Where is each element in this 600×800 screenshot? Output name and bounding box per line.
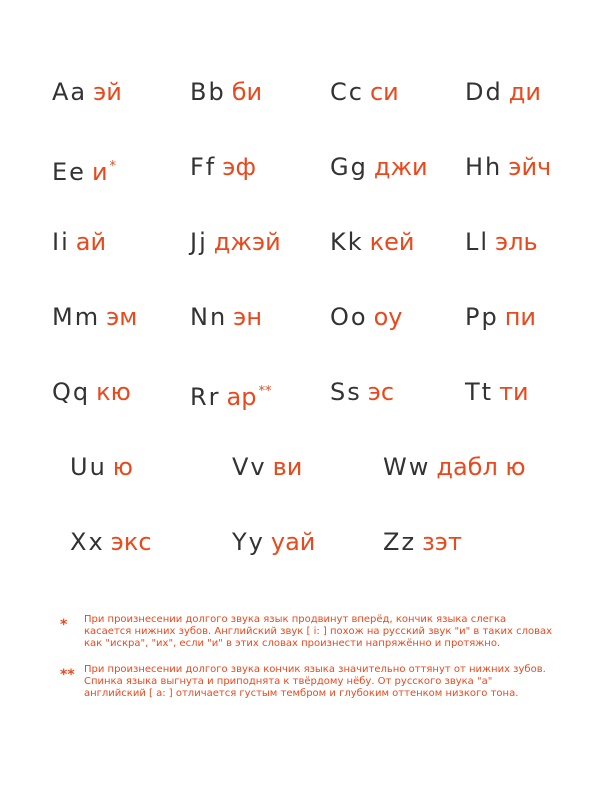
russian-pronunciation: ди	[508, 78, 541, 106]
russian-pronunciation: ти	[499, 378, 529, 406]
footnote-line: При произнесении долгого звука кончик языка значительно оттянут от нижних зубов.	[84, 664, 546, 675]
letter-cell	[190, 222, 281, 262]
letter-cell	[190, 72, 262, 112]
latin-letter: Oo	[330, 303, 368, 331]
latin-letter: Pp	[465, 303, 499, 331]
russian-pronunciation: дабл ю	[436, 453, 526, 481]
footnote-marker: *	[109, 159, 117, 174]
letter-cell	[232, 447, 302, 487]
alphabet-row	[0, 72, 600, 112]
latin-letter: Nn	[190, 303, 228, 331]
russian-pronunciation: экс	[110, 528, 152, 556]
latin-letter: Ww	[383, 453, 431, 481]
russian-pronunciation: эйч	[508, 153, 552, 181]
russian-pronunciation: ар	[226, 383, 257, 411]
russian-pronunciation: и	[91, 158, 108, 186]
alphabet-row	[0, 522, 600, 562]
footnote-text	[84, 614, 554, 650]
latin-letter: Xx	[70, 528, 105, 556]
russian-pronunciation: пи	[504, 303, 537, 331]
russian-pronunciation: оу	[373, 303, 403, 331]
latin-letter: Dd	[465, 78, 503, 106]
latin-letter: Ll	[465, 228, 490, 256]
letter-cell	[70, 447, 133, 487]
russian-pronunciation: си	[369, 78, 399, 106]
latin-letter: Cc	[330, 78, 364, 106]
alphabet-row	[0, 372, 600, 412]
footnote-line: Спинка языка выгнута и приподнята к твёрдому нёбу. От русского звука "а"	[84, 676, 493, 687]
russian-pronunciation: эм	[106, 303, 138, 331]
letter-cell	[190, 297, 262, 337]
latin-letter: Aa	[52, 78, 88, 106]
footnote-line: как "искра", "их", если "и" в этих словах произнести напряжённо и протяжно.	[84, 638, 501, 649]
russian-pronunciation: джи	[373, 153, 428, 181]
latin-letter: Gg	[330, 153, 368, 181]
alphabet-row	[0, 447, 600, 487]
alphabet-row	[0, 147, 600, 187]
letter-cell	[330, 72, 399, 112]
letter-cell	[383, 522, 462, 562]
letter-cell	[330, 222, 415, 262]
russian-pronunciation: эф	[222, 153, 256, 181]
alphabet-row	[0, 222, 600, 262]
letter-cell	[52, 147, 116, 192]
letter-cell	[52, 372, 131, 412]
latin-letter: Tt	[465, 378, 494, 406]
letter-cell	[70, 522, 152, 562]
latin-letter: Ff	[190, 153, 217, 181]
latin-letter: Vv	[232, 453, 267, 481]
russian-pronunciation: эй	[93, 78, 122, 106]
russian-pronunciation: эн	[233, 303, 263, 331]
letter-cell	[465, 222, 538, 262]
alphabet-row	[0, 297, 600, 337]
russian-pronunciation: эль	[495, 228, 538, 256]
latin-letter: Bb	[190, 78, 226, 106]
letter-cell	[330, 147, 428, 187]
russian-pronunciation: эс	[367, 378, 395, 406]
letter-cell	[52, 297, 137, 337]
footnote-asterisk: *	[60, 617, 68, 633]
latin-letter: Mm	[52, 303, 101, 331]
russian-pronunciation: би	[231, 78, 263, 106]
letter-cell	[232, 522, 315, 562]
latin-letter: Ii	[52, 228, 70, 256]
footnote-line: английский [ a: ] отличается густым тембром и глубоким оттенком низкого тона.	[84, 688, 519, 699]
letter-cell	[465, 72, 541, 112]
latin-letter: Ee	[52, 158, 86, 186]
letter-cell	[190, 372, 272, 417]
latin-letter: Hh	[465, 153, 503, 181]
letter-cell	[52, 72, 122, 112]
russian-pronunciation: уай	[270, 528, 316, 556]
russian-pronunciation: джэй	[213, 228, 281, 256]
letter-cell	[52, 222, 106, 262]
letter-cell	[465, 372, 529, 412]
footnote-marker: **	[258, 384, 272, 399]
latin-letter: Zz	[383, 528, 417, 556]
latin-letter: Kk	[330, 228, 364, 256]
russian-pronunciation: зэт	[422, 528, 462, 556]
latin-letter: Qq	[52, 378, 91, 406]
letter-cell	[465, 297, 536, 337]
latin-letter: Rr	[190, 383, 221, 411]
russian-pronunciation: ю	[112, 453, 133, 481]
russian-pronunciation: ай	[75, 228, 107, 256]
latin-letter: Jj	[190, 228, 208, 256]
russian-pronunciation: кей	[369, 228, 415, 256]
russian-pronunciation: кю	[96, 378, 131, 406]
letter-cell	[190, 147, 256, 187]
latin-letter: Yy	[232, 528, 265, 556]
russian-pronunciation: ви	[272, 453, 303, 481]
letter-cell	[383, 447, 526, 487]
footnote-line: При произнесении долгого звука язык продвинут вперёд, кончик языка слегка	[84, 614, 507, 625]
letter-cell	[330, 297, 402, 337]
latin-letter: Uu	[70, 453, 107, 481]
letter-cell	[330, 372, 394, 412]
footnote-line: касается нижних зубов. Английский звук [ i: ] похож на русский звук "и" в таких словах	[84, 626, 553, 637]
footnote-text	[84, 664, 554, 700]
footnote-asterisk: **	[60, 667, 75, 683]
letter-cell	[465, 147, 551, 187]
latin-letter: Ss	[330, 378, 362, 406]
